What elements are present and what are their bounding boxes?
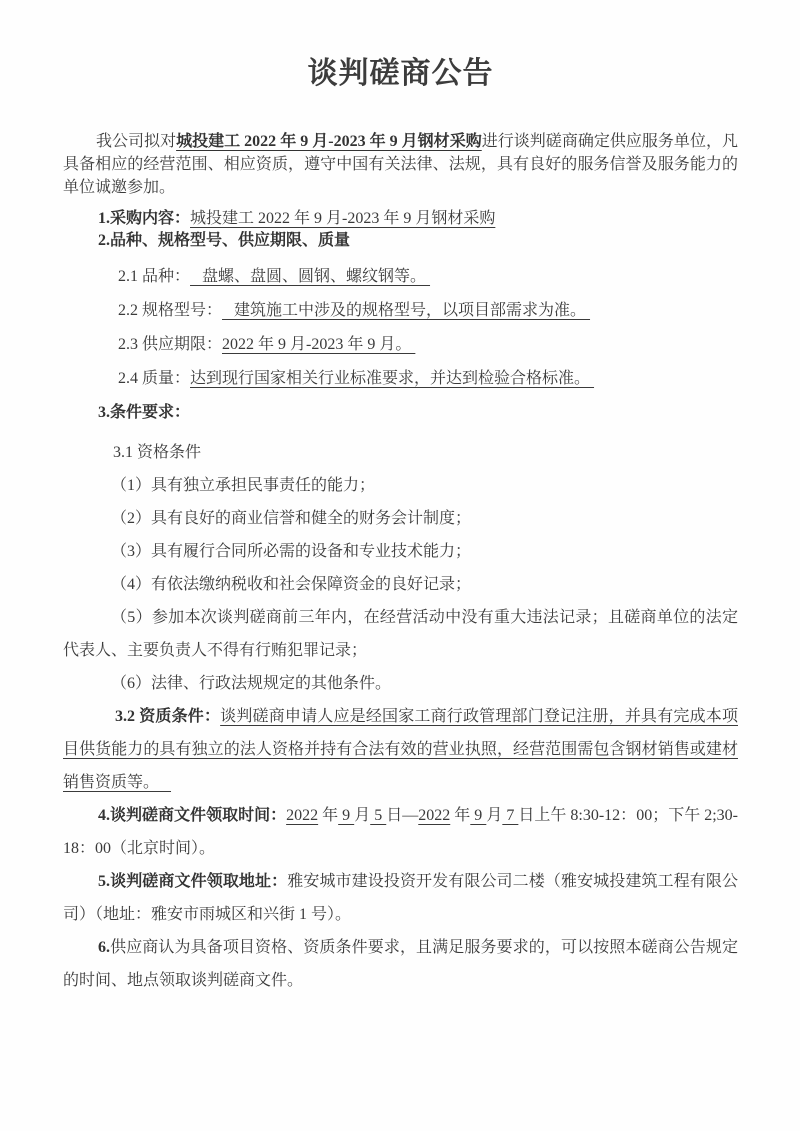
sub-2-1-label: 2.1 品种：	[118, 268, 191, 285]
item-4-text: 年	[450, 807, 471, 824]
item-6-value: 供应商认为具备项目资格、资质条件要求，且满足服务要求的，可以按照本磋商公告规定的时间、地点领取谈判磋商文件。	[63, 939, 738, 989]
sub-item-2-2-specification	[63, 294, 738, 328]
condition-item-1: （1）具有独立承担民事责任的能力；	[111, 477, 376, 494]
item-4-month1: 9	[338, 807, 355, 824]
intro-text-pre: 我公司拟对	[96, 133, 177, 150]
item-5-document-collection-address	[63, 865, 738, 931]
sub-item-2-1-variety	[63, 260, 738, 294]
condition-item-3: （3）具有履行合同所必需的设备和专业技术能力；	[111, 543, 472, 560]
sub-item-3-2-qualification	[63, 700, 738, 799]
item-4-document-collection-time	[63, 799, 738, 865]
item-4-year1: 2022	[286, 807, 319, 824]
item-4-tail: 日上午 8:30-12：00；下午 2;30-18：00（北京时间）。	[63, 807, 738, 857]
item-5-value: 雅安城市建设投资开发有限公司二楼（雅安城投建筑工程有限公司）（地址：雅安市雨城区和兴街 1 号）。	[63, 873, 738, 923]
sub-2-1-value: 盘螺、盘圆、圆钢、螺纹钢等。	[190, 268, 431, 285]
item-4-text: 日—	[386, 807, 419, 824]
sub-item-2-3-supply-period	[63, 328, 738, 362]
item-1-procurement-content	[63, 208, 738, 230]
sub-2-4-label: 2.4 质量：	[118, 370, 191, 387]
sub-2-2-label: 2.2 规格型号：	[118, 302, 223, 319]
sub-3-2-label: 3.2 资质条件：	[115, 708, 221, 725]
page-title: 谈判磋商公告	[307, 57, 494, 90]
item-4-day1: 5	[370, 807, 387, 824]
item-5-label: 5.谈判磋商文件领取地址：	[98, 873, 288, 890]
condition-item-6: （6）法律、行政法规规定的其他条件。	[111, 675, 392, 692]
intro-paragraph	[63, 130, 738, 199]
item-4-text: 月	[486, 807, 503, 824]
item-1-value: 城投建工 2022 年 9 月-2023 年 9 月钢材采购	[190, 210, 496, 227]
item-2-label: 2.品种、规格型号、供应期限、质量	[98, 232, 351, 249]
sub-2-2-value: 建筑施工中涉及的规格型号，以项目部需求为准。	[222, 302, 591, 319]
item-2-heading	[63, 230, 738, 252]
sub-2-3-value: 2022 年 9 月-2023 年 9 月。	[222, 336, 416, 353]
item-6-number: 6.	[98, 939, 110, 956]
condition-item-4: （4）有依法缴纳税收和社会保障资金的良好记录；	[111, 576, 472, 593]
sub-item-3-1-heading	[63, 436, 738, 469]
intro-text-post: 进行谈判磋商确定供应服务单位，凡具备相应的经营范围、相应资质，遵守中国有关法律、法规，具有良好的服务信誉及服务能力的单位诚邀参加。	[63, 133, 738, 196]
item-3-heading	[63, 396, 738, 429]
item-4-text: 年	[318, 807, 339, 824]
intro-highlight: 城投建工 2022 年 9 月-2023 年 9 月钢材采购	[176, 133, 482, 150]
item-4-day2: 7	[502, 807, 519, 824]
sub-2-4-value: 达到现行国家相关行业标准要求，并达到检验合格标准。	[190, 370, 595, 387]
item-4-year2: 2022	[418, 807, 451, 824]
item-4-text: 月	[354, 807, 371, 824]
item-1-label: 1.采购内容：	[98, 210, 191, 227]
item-4-month2: 9	[470, 807, 487, 824]
sub-3-1-label: 3.1 资格条件	[113, 444, 202, 461]
item-3-label: 3.条件要求：	[98, 404, 191, 421]
condition-item-2: （2）具有良好的商业信誉和健全的财务会计制度；	[111, 510, 472, 527]
item-4-label: 4.谈判磋商文件领取时间：	[98, 807, 287, 824]
sub-2-3-label: 2.3 供应期限：	[118, 336, 223, 353]
sub-3-2-value: 谈判磋商申请人应是经国家工商行政管理部门登记注册，并具有完成本项目供货能力的具有独立的法人资格并持有合法有效的营业执照，经营范围需包含钢材销售或建材销售资质等。	[63, 708, 738, 791]
sub-item-2-4-quality	[63, 362, 738, 396]
condition-item-5: （5）参加本次谈判磋商前三年内，在经营活动中没有重大违法记录；且磋商单位的法定代表人、主要负责人不得有行贿犯罪记录；	[63, 609, 738, 659]
item-6-note	[63, 931, 738, 997]
